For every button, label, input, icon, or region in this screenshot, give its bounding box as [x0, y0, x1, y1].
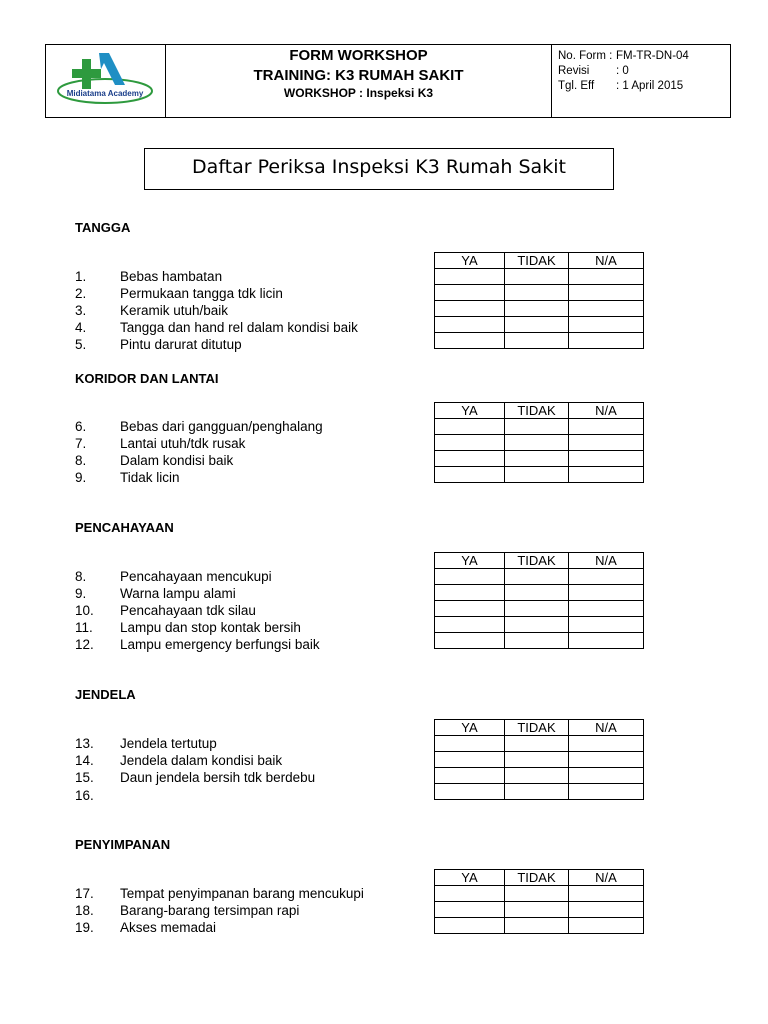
item-label: Tangga dan hand rel dalam kondisi baik: [120, 320, 358, 335]
item-label: Lampu emergency berfungsi baik: [120, 637, 320, 652]
column-header-ya: YA: [435, 253, 505, 269]
table-header-row: [435, 720, 644, 736]
checkbox-cell-tidak[interactable]: [505, 333, 569, 349]
list-item: [75, 585, 236, 602]
table-row: [435, 768, 644, 784]
meta-key: Revisi: [558, 65, 590, 77]
table-header-row: [435, 870, 644, 886]
meta-key: No. Form :: [558, 50, 613, 62]
checkbox-cell-na[interactable]: [569, 467, 644, 483]
checkbox-cell-ya[interactable]: [435, 768, 505, 784]
checkbox-cell-ya[interactable]: [435, 918, 505, 934]
table-row: [435, 752, 644, 768]
list-item: [75, 268, 222, 285]
checkbox-cell-ya[interactable]: [435, 585, 505, 601]
checkbox-cell-ya[interactable]: [435, 736, 505, 752]
column-header-na: N/A: [569, 403, 644, 419]
item-label: Daun jendela bersih tdk berdebu: [120, 770, 316, 785]
column-header-tidak: TIDAK: [505, 720, 569, 736]
table-row: [435, 902, 644, 918]
item-label: Permukaan tangga tdk licin: [120, 286, 283, 301]
item-label: Tempat penyimpanan barang mencukupi: [120, 886, 364, 901]
item-label: Jendela dalam kondisi baik: [120, 753, 283, 768]
checkbox-cell-ya[interactable]: [435, 784, 505, 800]
checkbox-cell-na[interactable]: [569, 633, 644, 649]
title-cell: [166, 45, 552, 117]
checkbox-cell-ya[interactable]: [435, 301, 505, 317]
column-header-ya: YA: [435, 870, 505, 886]
table-header-row: [435, 253, 644, 269]
checkbox-cell-ya[interactable]: [435, 467, 505, 483]
checkbox-cell-ya[interactable]: [435, 752, 505, 768]
checkbox-cell-na[interactable]: [569, 886, 644, 902]
logo-cell: [46, 45, 166, 117]
checkbox-cell-ya[interactable]: [435, 451, 505, 467]
item-number: 10.: [75, 603, 94, 618]
item-number: 19.: [75, 920, 94, 935]
item-label: Pencahayaan mencukupi: [120, 569, 272, 584]
checkbox-cell-na[interactable]: [569, 419, 644, 435]
item-label: Lampu dan stop kontak bersih: [120, 620, 301, 635]
item-label: Bebas hambatan: [120, 269, 223, 284]
checkbox-cell-na[interactable]: [569, 784, 644, 800]
table-row: [435, 585, 644, 601]
checkbox-cell-tidak[interactable]: [505, 317, 569, 333]
item-number: 1.: [75, 269, 87, 284]
list-item: [75, 336, 242, 353]
page-title: Daftar Periksa Inspeksi K3 Rumah Sakit: [144, 148, 614, 190]
checkbox-cell-na[interactable]: [569, 902, 644, 918]
section-title-penyimpanan: PENYIMPANAN: [75, 837, 171, 852]
meta-row-form-number: [558, 49, 730, 64]
column-header-ya: YA: [435, 720, 505, 736]
meta-key: Tgl. Eff: [558, 80, 595, 92]
table-row: [435, 736, 644, 752]
checkbox-cell-tidak[interactable]: [505, 752, 569, 768]
checkbox-cell-na[interactable]: [569, 435, 644, 451]
list-item: [75, 452, 233, 469]
item-number: 17.: [75, 886, 94, 901]
item-label: Lantai utuh/tdk rusak: [120, 436, 246, 451]
list-item: [75, 735, 217, 752]
list-item: [75, 285, 283, 302]
list-item: [75, 568, 272, 585]
table-row: [435, 285, 644, 301]
checkbox-cell-tidak[interactable]: [505, 301, 569, 317]
checkbox-cell-tidak[interactable]: [505, 451, 569, 467]
checkbox-cell-na[interactable]: [569, 918, 644, 934]
column-header-tidak: TIDAK: [505, 253, 569, 269]
item-number: 11.: [75, 620, 93, 635]
item-number: 9.: [75, 470, 87, 485]
form-title-line1: FORM WORKSHOP: [289, 47, 428, 64]
checkbox-cell-tidak[interactable]: [505, 269, 569, 285]
checkbox-cell-ya[interactable]: [435, 333, 505, 349]
checkbox-cell-tidak[interactable]: [505, 918, 569, 934]
checkbox-cell-na[interactable]: [569, 317, 644, 333]
checkbox-cell-ya[interactable]: [435, 902, 505, 918]
item-number: 8.: [75, 453, 87, 468]
column-header-ya: YA: [435, 403, 505, 419]
list-item: [75, 602, 256, 619]
list-item: [75, 418, 323, 435]
section-title-pencahayaan: PENCAHAYAAN: [75, 520, 174, 535]
item-label: Bebas dari gangguan/penghalang: [120, 419, 323, 434]
checkbox-cell-na[interactable]: [569, 569, 644, 585]
meta-row-effective-date: [558, 79, 730, 94]
table-row: [435, 317, 644, 333]
checkbox-cell-ya[interactable]: [435, 601, 505, 617]
item-label: Warna lampu alami: [120, 586, 236, 601]
checkbox-cell-tidak[interactable]: [505, 633, 569, 649]
checkbox-cell-na[interactable]: [569, 601, 644, 617]
column-header-tidak: TIDAK: [505, 870, 569, 886]
list-item: [75, 302, 228, 319]
item-label: Akses memadai: [120, 920, 217, 935]
checkbox-cell-tidak[interactable]: [505, 467, 569, 483]
checkbox-cell-ya[interactable]: [435, 419, 505, 435]
list-item: [75, 752, 282, 769]
form-header: [45, 44, 731, 118]
item-number: 2.: [75, 286, 87, 301]
checkbox-cell-na[interactable]: [569, 451, 644, 467]
table-header-row: [435, 553, 644, 569]
checkbox-cell-ya[interactable]: [435, 269, 505, 285]
list-item: [75, 919, 216, 936]
list-item: [75, 636, 320, 653]
item-number: 8.: [75, 569, 87, 584]
item-label: Dalam kondisi baik: [120, 453, 234, 468]
checkbox-cell-na[interactable]: [569, 333, 644, 349]
midiatama-logo: [55, 51, 155, 107]
list-item: [75, 435, 245, 452]
checkbox-cell-tidak[interactable]: [505, 784, 569, 800]
item-label: Barang-barang tersimpan rapi: [120, 903, 300, 918]
checkbox-cell-ya[interactable]: [435, 317, 505, 333]
checkbox-cell-ya[interactable]: [435, 569, 505, 585]
checkbox-cell-na[interactable]: [569, 617, 644, 633]
table-row: [435, 633, 644, 649]
checkbox-cell-tidak[interactable]: [505, 617, 569, 633]
table-row: [435, 569, 644, 585]
checklist-table-jendela: [434, 719, 644, 800]
checklist-table-pencahayaan: [434, 552, 644, 649]
item-number: 7.: [75, 436, 87, 451]
item-label: Pencahayaan tdk silau: [120, 603, 256, 618]
table-header-row: [435, 403, 644, 419]
item-number: 18.: [75, 903, 94, 918]
meta-value: : 0: [616, 65, 629, 77]
list-item: [75, 902, 299, 919]
list-item: [75, 619, 301, 636]
column-header-tidak: TIDAK: [505, 403, 569, 419]
item-label: Pintu darurat ditutup: [120, 337, 242, 352]
meta-value: : 1 April 2015: [616, 80, 684, 92]
form-title-line3: WORKSHOP : Inspeksi K3: [283, 86, 434, 100]
checklist-table-koridor: [434, 402, 644, 483]
list-item: [75, 469, 180, 486]
form-title-line2: TRAINING: K3 RUMAH SAKIT: [253, 67, 464, 84]
checklist-table-tangga: [434, 252, 644, 349]
checkbox-cell-tidak[interactable]: [505, 902, 569, 918]
item-label: Keramik utuh/baik: [120, 303, 229, 318]
checkbox-cell-tidak[interactable]: [505, 435, 569, 451]
item-label: Tidak licin: [120, 470, 180, 485]
item-number: 4.: [75, 320, 87, 335]
section-title-tangga: TANGGA: [75, 220, 131, 235]
checkbox-cell-na[interactable]: [569, 736, 644, 752]
checkbox-cell-ya[interactable]: [435, 617, 505, 633]
checkbox-cell-tidak[interactable]: [505, 768, 569, 784]
column-header-ya: YA: [435, 553, 505, 569]
column-header-tidak: TIDAK: [505, 553, 569, 569]
column-header-na: N/A: [569, 553, 644, 569]
table-row: [435, 435, 644, 451]
checkbox-cell-tidak[interactable]: [505, 601, 569, 617]
column-header-na: N/A: [569, 253, 644, 269]
item-number: 12.: [75, 637, 94, 652]
section-title-jendela: JENDELA: [75, 687, 136, 702]
table-row: [435, 467, 644, 483]
list-item: [75, 787, 120, 804]
meta-row-revision: [558, 64, 730, 79]
checkbox-cell-na[interactable]: [569, 585, 644, 601]
checkbox-cell-ya[interactable]: [435, 633, 505, 649]
checkbox-cell-na[interactable]: [569, 752, 644, 768]
table-row: [435, 301, 644, 317]
table-row: [435, 269, 644, 285]
checkbox-cell-na[interactable]: [569, 285, 644, 301]
checkbox-cell-na[interactable]: [569, 768, 644, 784]
item-number: 3.: [75, 303, 87, 318]
checkbox-cell-tidak[interactable]: [505, 585, 569, 601]
logo-text: Midiatama Academy: [66, 89, 144, 98]
checklist-table-penyimpanan: [434, 869, 644, 934]
table-row: [435, 333, 644, 349]
item-number: 15.: [75, 770, 94, 785]
column-header-na: N/A: [569, 720, 644, 736]
list-item: [75, 885, 364, 902]
list-item: [75, 769, 315, 786]
table-row: [435, 601, 644, 617]
checkbox-cell-tidak[interactable]: [505, 886, 569, 902]
meta-value: FM-TR-DN-04: [616, 50, 689, 62]
meta-cell: [552, 45, 730, 117]
checkbox-cell-ya[interactable]: [435, 285, 505, 301]
checkbox-cell-tidak[interactable]: [505, 569, 569, 585]
item-label: Jendela tertutup: [120, 736, 217, 751]
checkbox-cell-tidak[interactable]: [505, 419, 569, 435]
column-header-na: N/A: [569, 870, 644, 886]
item-number: 9.: [75, 586, 87, 601]
table-row: [435, 451, 644, 467]
checkbox-cell-tidak[interactable]: [505, 736, 569, 752]
item-number: 6.: [75, 419, 87, 434]
item-number: 16.: [75, 788, 94, 803]
checkbox-cell-tidak[interactable]: [505, 285, 569, 301]
table-row: [435, 918, 644, 934]
list-item: [75, 319, 358, 336]
section-title-koridor: KORIDOR DAN LANTAI: [75, 371, 219, 386]
table-row: [435, 419, 644, 435]
checkbox-cell-na[interactable]: [569, 269, 644, 285]
table-row: [435, 886, 644, 902]
checkbox-cell-na[interactable]: [569, 301, 644, 317]
item-number: 14.: [75, 753, 94, 768]
table-row: [435, 617, 644, 633]
table-row: [435, 784, 644, 800]
item-number: 13.: [75, 736, 94, 751]
item-number: 5.: [75, 337, 87, 352]
checkbox-cell-ya[interactable]: [435, 886, 505, 902]
checkbox-cell-ya[interactable]: [435, 435, 505, 451]
